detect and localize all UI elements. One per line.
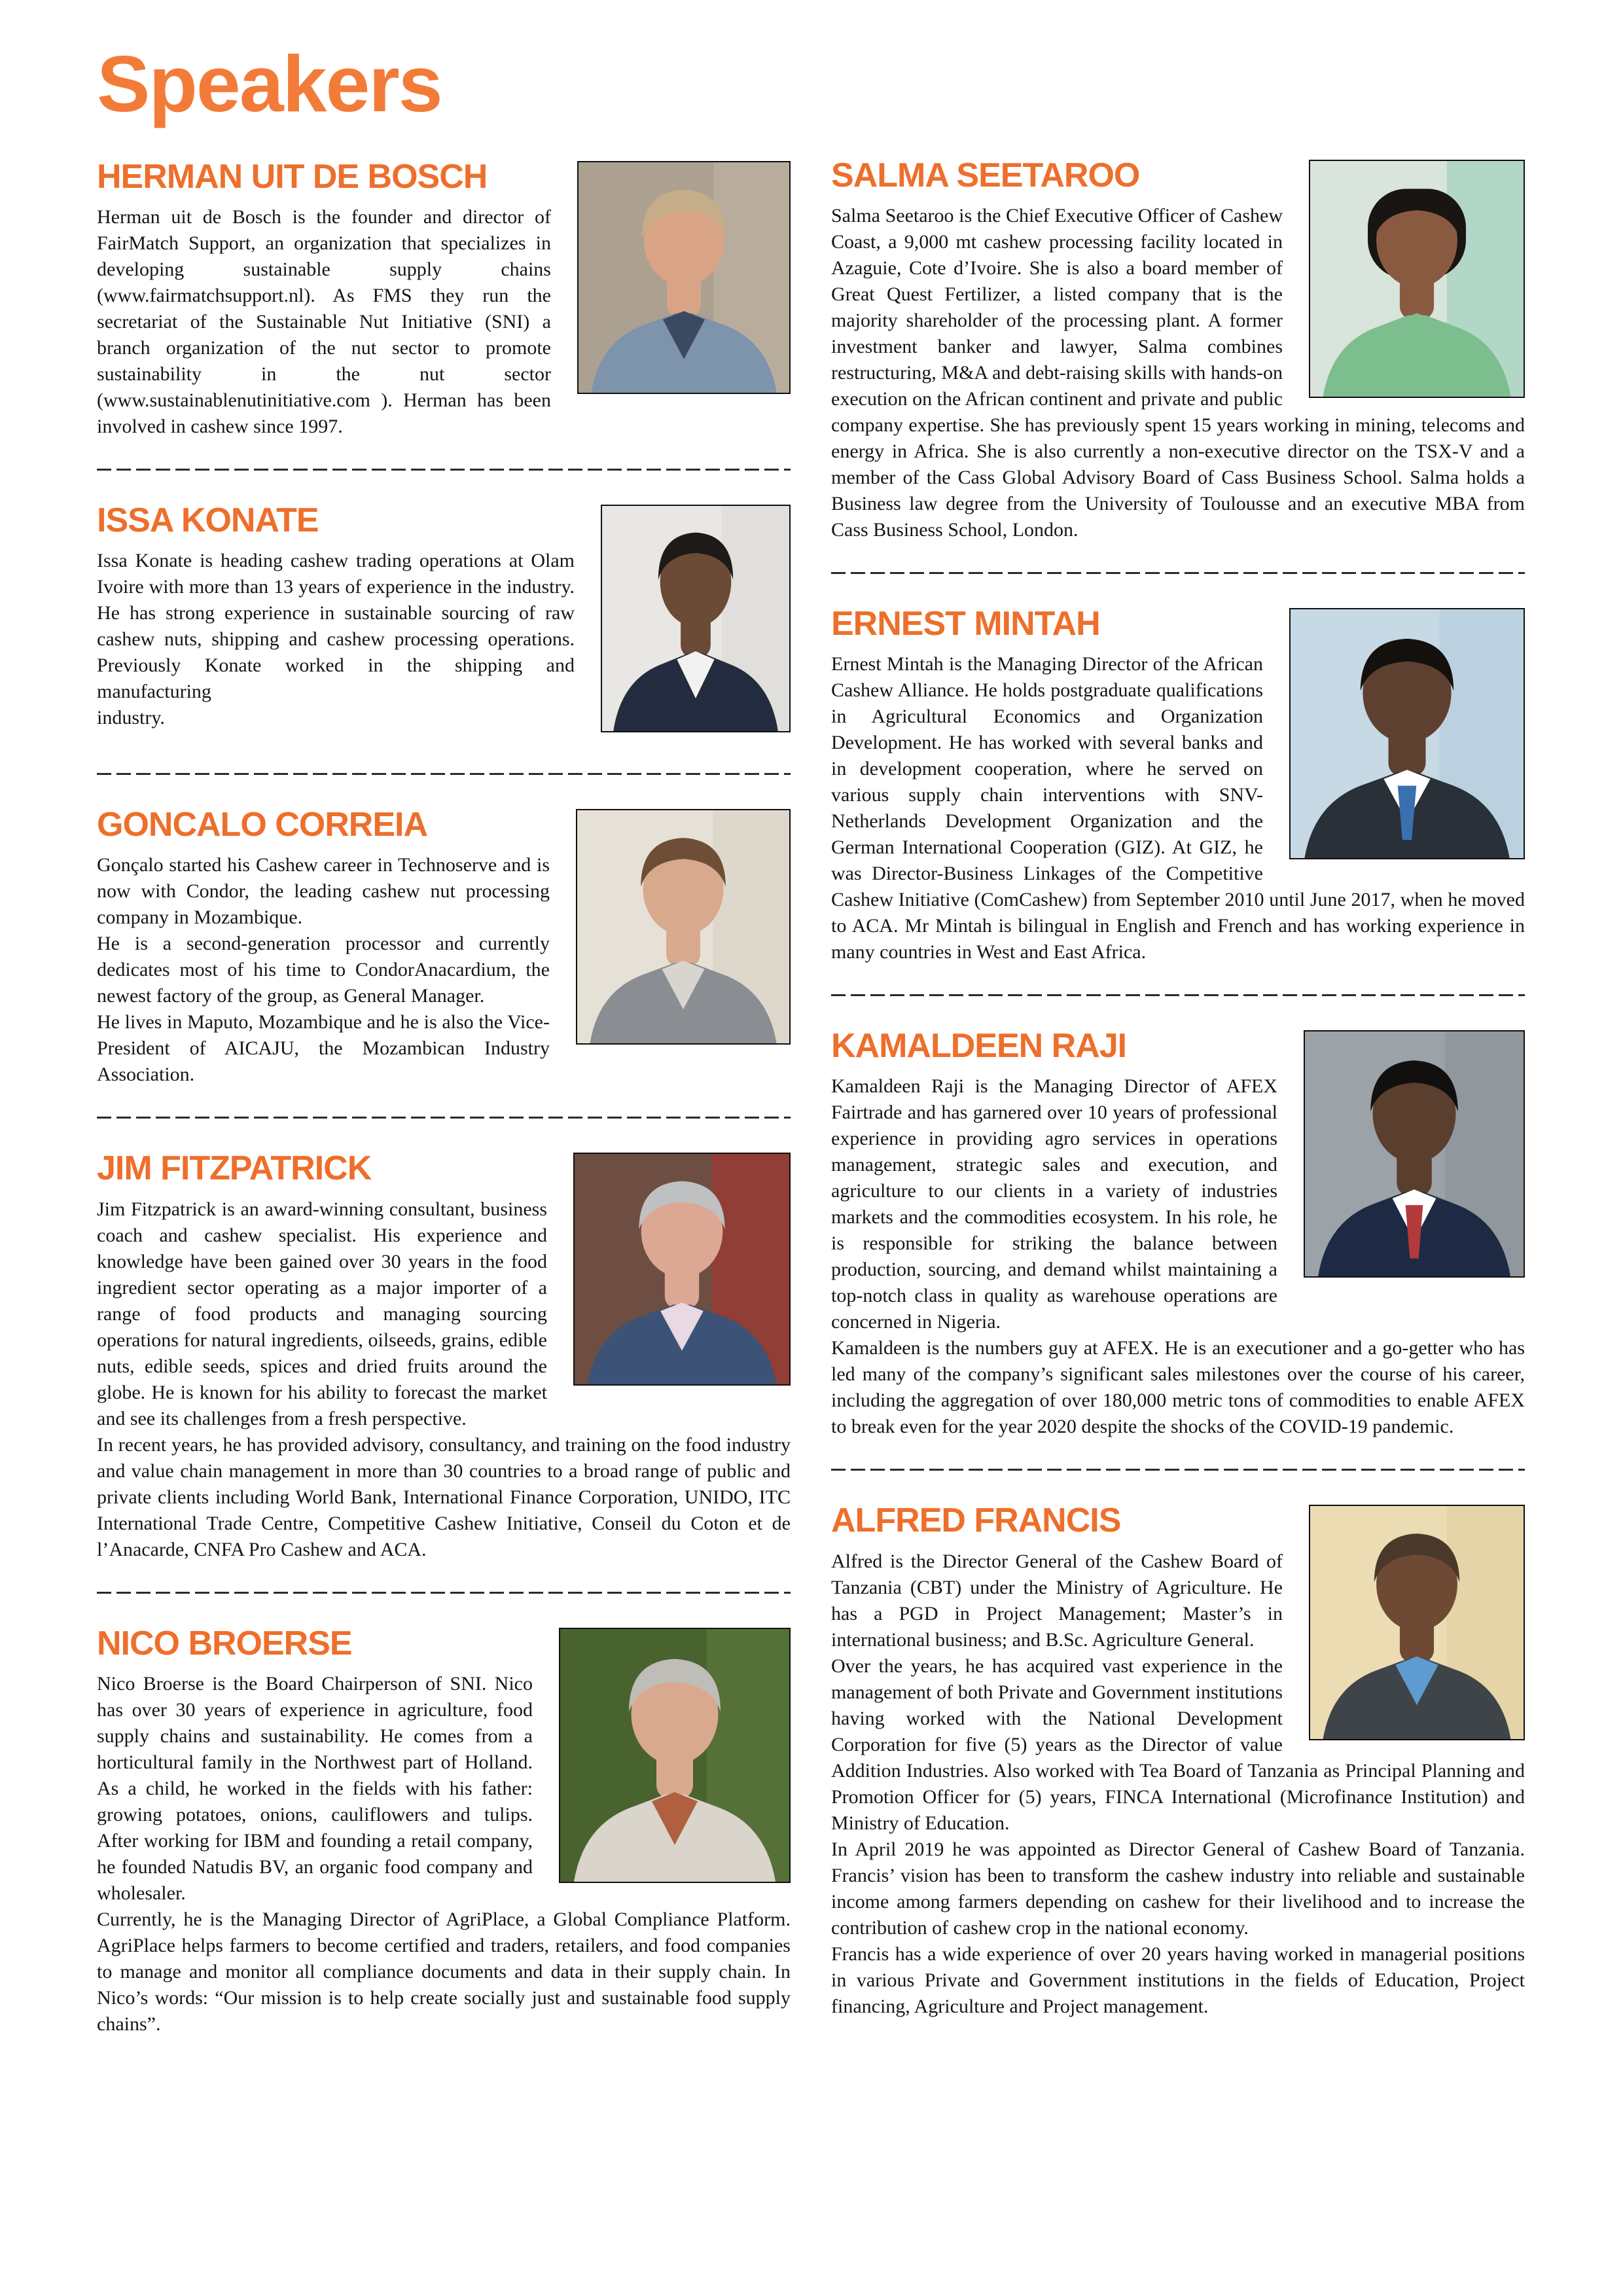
portrait-goncalo-correia xyxy=(577,810,789,1043)
portrait-ernest-mintah xyxy=(1291,609,1524,858)
speaker-name: JIM FITZPATRICK xyxy=(97,1149,372,1188)
column-right xyxy=(831,42,1525,2020)
section-divider xyxy=(97,469,791,471)
speaker-name: NICO BROERSE xyxy=(97,1624,352,1662)
bio-paragraph: In recent years, he has provided advisory, consultancy, and training on the food industry and value chain management in more than 30 countries to a broad range of public and private clients including World Bank, International Finance Corporation, UNIDO, ITC International Trade Centre, Competitive Cashew Initiative, Conseil du Coton et de l’Anacarde, CNFA Pro Cashew and ACA. xyxy=(97,1433,791,1560)
speaker-portrait xyxy=(601,505,791,732)
speaker-name: KAMALDEEN RAJI xyxy=(831,1027,1127,1066)
bio-paragraph: Salma Seetaroo is the Chief Executive Officer of Cashew Coast, a 9,000 mt cashew processing facility located in Azaguie, Cote d’Ivoire. She is also a board member of Great Quest Fertilizer, a listed company that is the majority shareholder of the processing plant. A former investment banker and lawyer, Salma combines restructuring, M&A and debt-raising skills with hands-on execution on the African continent and private and public company expertise. She has previously spent 15 years working in mining, telecoms and energy in Africa. She is also currently a non-executive director on the TSX-V and a member of the Cass Global Advisory Board of Cass Business School. Salma holds a Business law degree from the University of Toulousse and an executive MBA from Cass Business School, London. xyxy=(831,205,1525,541)
bio-paragraph: industry. xyxy=(97,707,165,729)
speaker-name: ERNEST MINTAH xyxy=(831,605,1100,643)
section-divider xyxy=(97,773,791,775)
section-divider xyxy=(831,572,1525,574)
bio-paragraph: Over the years, he has acquired vast experience in the management of both Private and Government institutions having worked with the National Development Corporation for five (5) years as the Director of value Addition Industries. Also worked with Tea Board of Tanzania as Principal Planning and Promotion Officer for (5) years, FINCA International (Microfinance Institution) and Ministry of Education. xyxy=(831,1655,1525,1834)
speaker-portrait xyxy=(559,1628,791,1883)
bio-paragraph: Francis has a wide experience of over 20 years having worked in managerial positions in various Private and Government institutions in the fields of Education, Project financing, Agriculture and Project management. xyxy=(831,1943,1525,2017)
speaker-section-ernest-mintah xyxy=(831,605,1525,965)
speaker-section-kamaldeen-raji xyxy=(831,1028,1525,1440)
section-divider xyxy=(831,994,1525,996)
portrait-alfred-francis xyxy=(1310,1506,1524,1739)
speaker-portrait xyxy=(1309,1505,1525,1740)
speaker-section-alfred-francis xyxy=(831,1502,1525,2019)
speaker-section-issa-konate xyxy=(97,502,791,744)
bio-paragraph: Ernest Mintah is the Managing Director of the African Cashew Alliance. He holds postgraduate qualifications in Agricultural Economics and Organization Development. He has worked with several banks and in development cooperation, where he served on various supply chain interventions with SNV-Netherlands Development Organization and the German International Cooperation (GIZ). At GIZ, he was Director-Business Linkages of the Competitive Cashew Initiative (ComCashew) from September 2010 until June 2017, when he moved to ACA. Mr Mintah is bilingual in English and French and has working experience in many countries in West and East Africa. xyxy=(831,653,1525,963)
speaker-name: GONCALO CORREIA xyxy=(97,806,427,844)
portrait-herman-uit-de-bosch xyxy=(579,162,789,393)
speaker-portrait xyxy=(577,161,791,394)
column-left xyxy=(97,39,791,2037)
speaker-name: ALFRED FRANCIS xyxy=(831,1501,1121,1540)
portrait-issa-konate xyxy=(602,506,789,731)
section-divider xyxy=(97,1592,791,1594)
speaker-portrait xyxy=(573,1153,791,1386)
bio-paragraph: Kamaldeen Raji is the Managing Director of AFEX Fairtrade and has garnered over 10 years of professional experience in providing agro services in operations management, strategic sales and execution, and agriculture to our clients in a variety of industries markets and the commodities ecosystem. In his role, he is responsible for striking the balance between production, sourcing, and demand whilst maintaining a top-notch class in quality as warehouse operations are concerned in Nigeria. xyxy=(831,1075,1277,1333)
page-title: Speakers xyxy=(97,39,442,128)
portrait-jim-fitzpatrick xyxy=(575,1154,789,1384)
bio-paragraph: In April 2019 he was appointed as Director General of Cashew Board of Tanzania. Francis’ vision has been to transform the cashew industry into reliable and sustainable income among farmers depending on cashew for their livelihood and to increase the contribution of cashew crop in the national economy. xyxy=(831,1838,1525,1939)
speaker-section-jim-fitzpatrick xyxy=(97,1150,791,1562)
bio-paragraph: Kamaldeen is the numbers guy at AFEX. He is an executioner and a go-getter who has led many of the company’s significant sales milestones over the course of his career, including the aggregation of over 180,000 metric tons of commodities to enable AFEX to break even for the year 2020 despite the shocks of the COVID-19 pandemic. xyxy=(831,1337,1525,1438)
bio-paragraph: Alfred is the Director General of the Cashew Board of Tanzania (CBT) under the Ministry of Agriculture. He has a PGD in Project Management; Master’s in international business; and B.Sc. Agriculture General. xyxy=(831,1550,1283,1651)
speaker-portrait xyxy=(576,809,791,1045)
speaker-section-herman-uit-de-bosch xyxy=(97,158,791,440)
speaker-name: HERMAN UIT DE BOSCH xyxy=(97,158,488,196)
speaker-section-goncalo-correia xyxy=(97,806,791,1088)
bio-paragraph: Issa Konate is heading cashew trading operations at Olam Ivoire with more than 13 years of experience in the industry. He has strong experience in sustainable sourcing of raw cashew nuts, shipping and cashew processing operations. Previously Konate worked in the shipping and manufacturing xyxy=(97,550,575,703)
bio-paragraph: Gonçalo started his Cashew career in Technoserve and is now with Condor, the leading cashew nut processing company in Mozambique. xyxy=(97,854,550,929)
bio-paragraph: Currently, he is the Managing Director of AgriPlace, a Global Compliance Platform. AgriPlace helps farmers to become certified and traders, retailers, and food companies to manage and monitor all compliance documents and data in their supply chain. In Nico’s words: “Our mission is to help create socially just and sustainable food supply chains”. xyxy=(97,1908,791,2035)
bio-paragraph: Herman uit de Bosch is the founder and director of FairMatch Support, an organization that specializes in developing sustainable supply chains (www.fairmatchsupport.nl). As FMS they run the secretariat of the Sustainable Nut Initiative (SNI) a branch organization of the nut sector to promote sustainability in the nut sector (www.sustainablenutinitiative.com ). Herman has been involved in cashew since 1997. xyxy=(97,206,551,438)
portrait-kamaldeen-raji xyxy=(1305,1031,1524,1276)
speaker-section-nico-broerse xyxy=(97,1625,791,2037)
bio-paragraph: He lives in Maputo, Mozambique and he is also the Vice-President of AICAJU, the Mozambican Industry Association. xyxy=(97,1011,550,1086)
content-columns xyxy=(97,39,1525,2037)
bio-paragraph: Jim Fitzpatrick is an award-winning consultant, business coach and cashew specialist. His experience and knowledge have been gained over 30 years in the food ingredient sector operating as a major importer of a range of food products and managing sourcing operations for natural ingredients, oilseeds, grains, edible nuts, edible seeds, spices and dried fruits around the globe. He is known for his ability to forecast the market and see its challenges from a fresh perspective. xyxy=(97,1198,547,1429)
speaker-section-salma-seetaroo xyxy=(831,157,1525,543)
speaker-portrait xyxy=(1289,608,1525,859)
section-divider xyxy=(831,1469,1525,1471)
bio-paragraph: He is a second-generation processor and currently dedicates most of his time to CondorAnacardium, the newest factory of the group, as General Manager. xyxy=(97,933,550,1007)
speaker-name: ISSA KONATE xyxy=(97,501,319,540)
portrait-salma-seetaroo xyxy=(1310,161,1524,397)
speaker-name: SALMA SEETAROO xyxy=(831,156,1140,194)
portrait-nico-broerse xyxy=(560,1629,789,1882)
speaker-portrait xyxy=(1309,160,1525,398)
section-divider xyxy=(97,1117,791,1119)
speaker-portrait xyxy=(1304,1030,1525,1278)
bio-paragraph: Nico Broerse is the Board Chairperson of SNI. Nico has over 30 years of experience in agriculture, food supply chains and sustainability. He comes from a horticultural family in the Northwest part of Holland. As a child, he worked in the fields with his father: growing potatoes, onions, cauliflowers and tulips. After working for IBM and founding a retail company, he founded Natudis BV, an organic food company and wholesaler. xyxy=(97,1672,533,1904)
